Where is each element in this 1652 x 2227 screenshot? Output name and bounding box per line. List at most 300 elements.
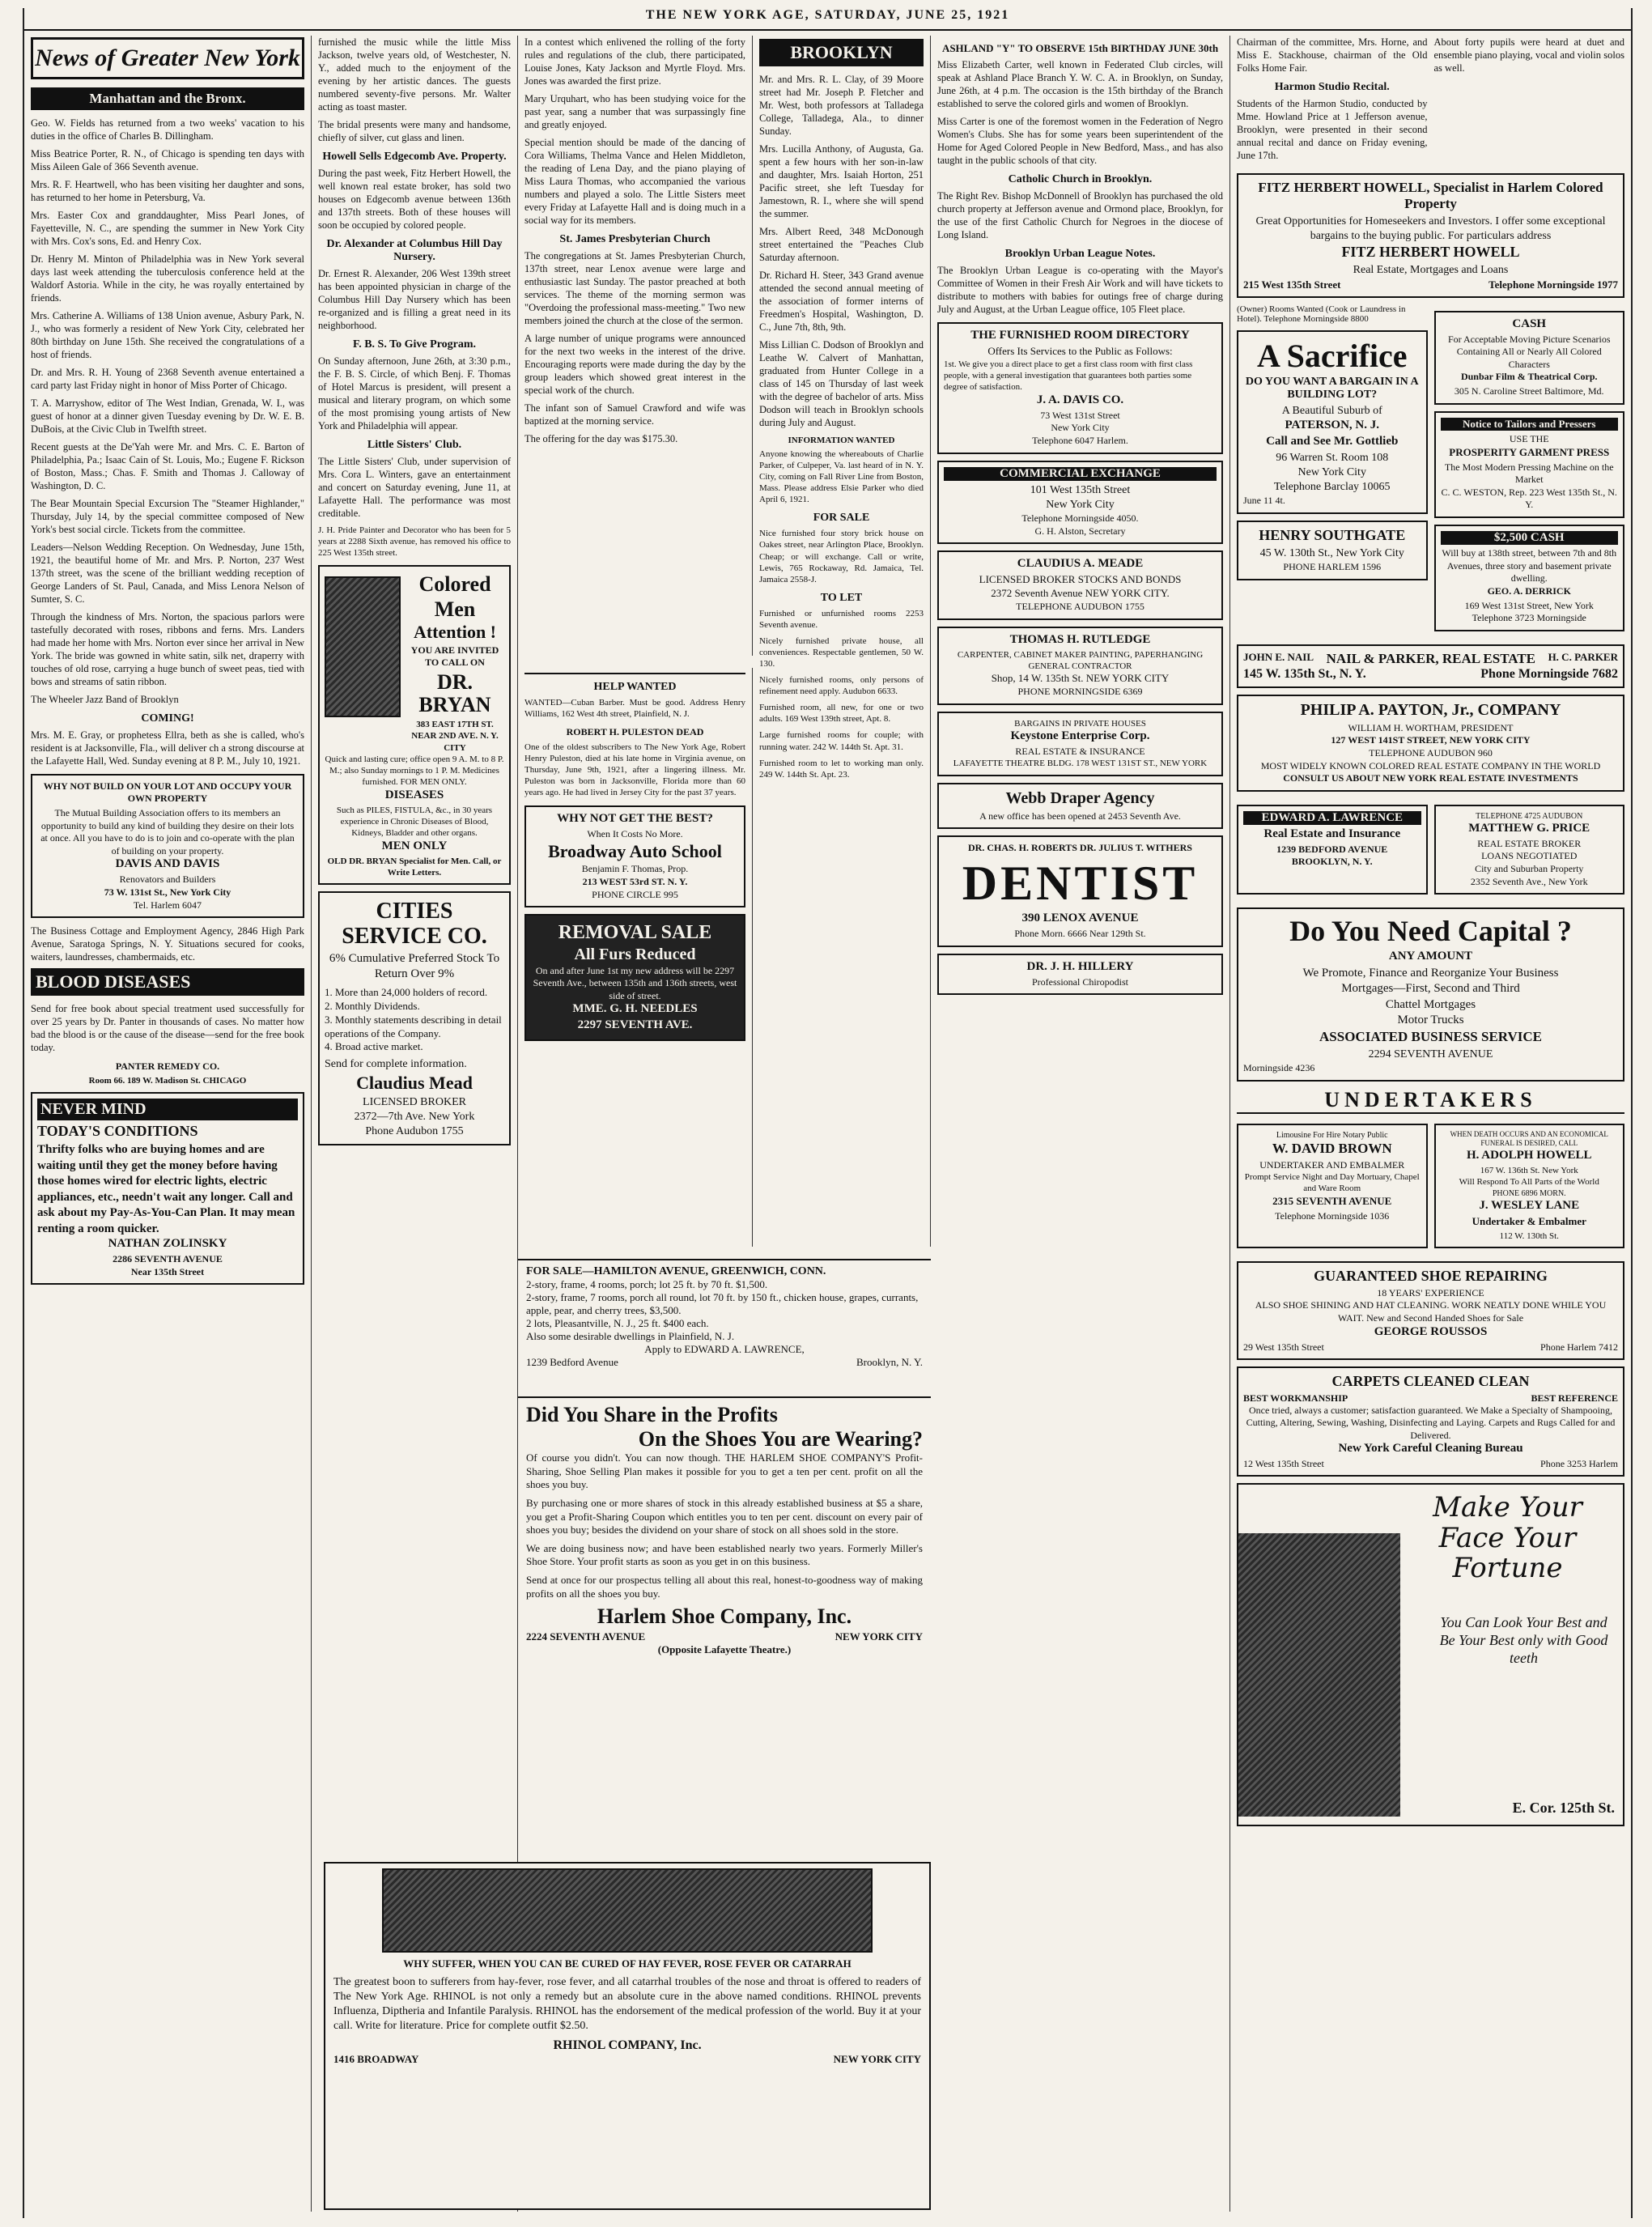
help-wanted-text: WANTED—Cuban Barber. Must be good. Address Henry Williams, 162 West 4th street, Plainfield, N. J. bbox=[524, 698, 745, 720]
ad-title: On the Shoes You are Wearing? bbox=[638, 1427, 923, 1451]
ad-name: GEO. A. DERRICK bbox=[1487, 584, 1571, 597]
ad-body: By purchasing one or more shares of stock in this already established business at $5 a share, you get a Profit-Sharing Coupon which entitles you to ten per cent. discount on every pair of shoes you buy; besides the dividend on your share of stock on all shoes sold in the store. bbox=[526, 1496, 923, 1536]
ad-sacrifice bbox=[1237, 330, 1428, 514]
ad-body: MOST WIDELY KNOWN COLORED REAL ESTATE COMPANY IN THE WORLD bbox=[1260, 759, 1601, 771]
ad-phone: Telephone Morningside 1036 bbox=[1275, 1209, 1390, 1222]
ad-city: NEW YORK CITY bbox=[834, 1630, 923, 1643]
ad-name: CLAUDIUS A. MEADE bbox=[1017, 557, 1144, 571]
ad-sub: Offers Its Services to the Public as Follows: bbox=[987, 345, 1173, 357]
ad-address: 2297 SEVENTH AVE. bbox=[577, 1018, 693, 1032]
ad-body: 1st. We give you a direct place to get a first class room with first class people, with a general investigation that guarantees both parties some degree of satisfaction. bbox=[944, 359, 1193, 393]
ad-address: 383 EAST 17TH ST. NEAR 2ND AVE. N. Y. CITY bbox=[411, 719, 499, 753]
ad-title: REMOVAL SALE bbox=[558, 922, 712, 944]
ad-script2: You Can Look Your Best and Be Your Best only with Good teeth bbox=[1439, 1614, 1608, 1666]
ad-name: DR. J. H. HILLERY bbox=[1026, 959, 1134, 973]
ad-city: BROOKLYN, N. Y. bbox=[1291, 856, 1373, 868]
ad-body: The Most Modern Pressing Machine on the Market bbox=[1444, 461, 1614, 486]
ad-script: Make Your Face Your Fortune bbox=[1433, 1491, 1582, 1585]
ad-role: Real Estate, Mortgages and Loans bbox=[1353, 264, 1509, 277]
ad-title: PHILIP A. PAYTON, Jr., COMPANY bbox=[1300, 700, 1561, 719]
ad-body: Mortgages—First, Second and Third bbox=[1341, 982, 1520, 996]
ad-title: CARPETS CLEANED CLEAN bbox=[1331, 1372, 1530, 1389]
ad-title: A Sacrifice bbox=[1257, 337, 1408, 374]
column-1 bbox=[24, 36, 312, 2212]
ad-head2: PHONE 6896 MORN. bbox=[1492, 1188, 1566, 1198]
ad-shoe-repairing bbox=[1237, 1261, 1624, 1360]
ad-name: Broadway Auto School bbox=[548, 841, 722, 862]
ad-capital bbox=[1237, 907, 1624, 1081]
ad-sub: USE THE bbox=[1509, 432, 1549, 444]
ad-body: We are doing business now; and have been established nearly two years. Formerly Miller's Shoe Store. Your profit starts as soon as you get in on this business. bbox=[526, 1541, 923, 1568]
ad-name: HENRY SOUTHGATE bbox=[1259, 526, 1406, 543]
ad-body: A new office has been opened at 2453 Seventh Ave. bbox=[979, 810, 1181, 822]
newspaper-page bbox=[23, 8, 1633, 2218]
ad-body: Prompt Service Night and Day Mortuary, Chapel and Ware Room bbox=[1244, 1172, 1420, 1194]
news-item: Mrs. R. F. Heartwell, who has been visiting her daughter and sons, has returned to her home in Petersburg, Va. bbox=[31, 179, 304, 203]
ad-body: Thrifty folks who are buying homes and are waiting until they get the money before having those homes wired for electric lights, electric appliances, etc., needn't wait any longer. Call and ask about my Pay-As-You-Can Plan. It may mean renting a room quicker. bbox=[37, 1143, 295, 1235]
ad-phone: TELEPHONE AUDUBON 960 bbox=[1369, 747, 1493, 759]
subhead: Dr. Alexander at Columbus Hill Day Nursery. bbox=[326, 238, 503, 263]
rent-item: Furnished room, all new, for one or two adults. 169 West 139th street, Apt. 8. bbox=[759, 703, 924, 725]
news-item: Miss Carter is one of the foremost women in the Federation of Negro Women's Clubs. She has for some years been superintendent of the Home for Aged Colored People in New Bedford, Mass., and has also taught in the public schools of that city. bbox=[937, 116, 1223, 166]
ad-title: Colored bbox=[418, 572, 491, 597]
ad-apply: Apply to EDWARD A. LAWRENCE, bbox=[644, 1343, 805, 1355]
ad-send: Send for complete information. bbox=[325, 1058, 467, 1071]
ad-address: 169 West 131st Street, New York bbox=[1464, 599, 1594, 611]
ad-phone: Phone Harlem 7412 bbox=[1540, 1341, 1618, 1353]
ad-name: RHINOL COMPANY, Inc. bbox=[553, 2038, 702, 2052]
help-wanted-title: HELP WANTED bbox=[593, 681, 677, 693]
ad-address: 1239 BEDFORD AVENUE bbox=[1276, 843, 1388, 855]
subhead: Little Sisters' Club. bbox=[367, 439, 462, 451]
to-let-title: TO LET bbox=[820, 591, 863, 604]
ad-cash-2500 bbox=[1434, 525, 1625, 631]
ad-address: 2294 SEVENTH AVENUE bbox=[1368, 1048, 1493, 1060]
ad-title: WHY NOT BUILD ON YOUR LOT AND OCCUPY YOUR OWN PROPERTY bbox=[43, 780, 292, 804]
rhinol-illustration bbox=[382, 1868, 873, 1953]
ad-title: Men bbox=[434, 597, 476, 621]
ad-name: NATHAN ZOLINSKY bbox=[108, 1237, 227, 1251]
ad-phone: PHONE CIRCLE 995 bbox=[592, 888, 678, 900]
ad-name: Keystone Enterprise Corp. bbox=[1010, 729, 1150, 742]
list-item: 2. Monthly Dividends. bbox=[325, 999, 420, 1012]
ad-city: New York City bbox=[1297, 465, 1366, 478]
news-item: Miss Lillian C. Dodson of Brooklyn and Leathe W. Calvert of Manhattan, graduated from Hunter College in a class of 145 on Thursday of last week with the degree of bachelor of arts. Miss Dodson will teach in Brooklyn schools during July and August. bbox=[759, 339, 924, 428]
ad-address: 145 W. 135th St., N. Y. bbox=[1243, 666, 1366, 681]
agency-text: The Business Cottage and Employment Agency, 2846 High Park Avenue, Saratoga Springs, N. Y. Situations secured for cooks, waiters, laundresses, chambermaids, etc. bbox=[31, 925, 304, 963]
news-item: A large number of unique programs were announced for the next two weeks in the interest of the drive. Encouraging reports were made during the day by the group leaders which showed great interest in the special work of the church. bbox=[524, 333, 745, 396]
ad-body: The Mutual Building Association offers to its members an opportunity to build any kind of building they desire on their lots at once. All you have to do is to join and co-operate with the plan of building on your property. bbox=[40, 807, 295, 856]
ad-matthew-price bbox=[1434, 805, 1625, 895]
news-item: During the past week, Fitz Herbert Howell, the well known real estate broker, has sold two houses on Edgecomb avenue between 136th and 137th streets. Both of these houses will soon be occupied by colored people. bbox=[318, 168, 511, 231]
ad-title: $2,500 CASH bbox=[1441, 531, 1619, 545]
blood-text: Send for free book about special treatment used successfully for over 25 years by Dr. Panter in thousands of cases. No matter how bad the blood is or the cause of the disease—send for the free book today. bbox=[31, 1003, 304, 1054]
ad-line: A Beautiful Suburb of bbox=[1281, 404, 1382, 417]
ad-phone: Telephone Morningside 4050. bbox=[1021, 512, 1139, 524]
ad-title: FOR SALE—HAMILTON AVENUE, GREENWICH, CONN. bbox=[526, 1265, 826, 1277]
ad-address: 167 W. 136th St. New York bbox=[1480, 1165, 1578, 1175]
ad-address: 45 W. 130th St., New York City bbox=[1259, 546, 1404, 559]
ad-head: Limousine For Hire Notary Public bbox=[1276, 1130, 1388, 1140]
news-item: Mr. and Mrs. R. L. Clay, of 39 Moore street had Mr. Joseph P. Fletcher and Mr. West, both professors at Talladega College, Talladega, Ala., to dinner Sunday. bbox=[759, 74, 924, 137]
ad-edward-lawrence bbox=[1237, 805, 1428, 895]
news-item: Miss Beatrice Porter, R. N., of Chicago is spending ten days with Miss Aileen Gale of 366 Seventh avenue. bbox=[31, 148, 304, 172]
ad-payton bbox=[1237, 695, 1624, 792]
ad-role: LICENSED BROKER STOCKS AND BONDS bbox=[979, 573, 1182, 586]
column-5 bbox=[931, 36, 1230, 2212]
undertakers-title: UNDERTAKERS bbox=[1237, 1088, 1624, 1114]
ad-sub: DO YOU WANT A BARGAIN IN A BUILDING LOT? bbox=[1245, 375, 1419, 401]
ad-left: BEST WORKMANSHIP bbox=[1243, 1392, 1348, 1404]
news-item: The Bear Mountain Special Excursion The "Steamer Highlander," Thursday, July 14, by the special committee composed of New York's best social circle. Tickets from the committee. bbox=[31, 498, 304, 535]
ad-hillery bbox=[937, 954, 1223, 996]
ad-address: 2224 SEVENTH AVENUE bbox=[526, 1630, 646, 1643]
ad-name2: J. WESLEY LANE bbox=[1479, 1198, 1580, 1212]
ad-owner: Benjamin F. Thomas, Prop. bbox=[581, 863, 689, 875]
ad-address: 1239 Bedford Avenue bbox=[526, 1356, 618, 1368]
ad-title: FITZ HERBERT HOWELL, Specialist in Harlem Colored Property bbox=[1258, 180, 1603, 211]
news-item: Mrs. Easter Cox and granddaughter, Miss Pearl Jones, of Fayetteville, N. C., are spending the summer in New York City with Mrs. Cox's sons, Ed. and Henry Cox. bbox=[31, 210, 304, 247]
news-item: Mrs. Catherine A. Williams of 138 Union avenue, Asbury Park, N. J., who was formerly a resident of New York City, celebrated her 80th birthday on June 15th. She received the congratulations of a host of friends. bbox=[31, 310, 304, 360]
news-item: Mary Urquhart, who has been studying voice for the past year, sang a number that was surpassingly fine and greatly enjoyed. bbox=[524, 93, 745, 130]
ad-phone: Telephone 3723 Morningside bbox=[1472, 612, 1586, 624]
ad-address: 96 Warren St. Room 108 bbox=[1276, 451, 1389, 464]
news-item: Mrs. Lucilla Anthony, of Augusta, Ga. spent a few hours with her son-in-law and daughter, Mrs. Isaiah Horton, 251 Pacific street, she left Tuesday for Jamestown, R. I., where she will spend the summer. bbox=[759, 143, 924, 219]
ad-phone: Phone Morn. 6666 Near 129th St. bbox=[1014, 927, 1146, 939]
ad-sub: When It Costs No More. bbox=[587, 827, 683, 839]
news-item: Through the kindness of Mrs. Norton, the spacious parlors were tastefully decorated with roses, ribbons and ferns. Mrs. Landers had made her home with Mrs. Norton ever since her arrival in New York. The bride was gowned in white satin, silk net, draperry with touches of old rose, carrying a huge bunch of sweet peas, tied with bows and streams of satin ribbon. bbox=[31, 611, 304, 687]
ad-adolph-howell bbox=[1434, 1124, 1625, 1248]
ad-title: COMMERCIAL EXCHANGE bbox=[944, 467, 1217, 481]
ad-sub: 6% Cumulative Preferred Stock To Return Over 9% bbox=[329, 951, 500, 981]
ad-men-only: MEN ONLY bbox=[381, 839, 448, 852]
ad-name: EDWARD A. LAWRENCE bbox=[1243, 811, 1421, 825]
notice-title: ROBERT H. PULESTON DEAD bbox=[566, 726, 704, 738]
news-item: On Sunday afternoon, June 26th, at 3:30 p.m., the F. B. S. Circle, of which Benj. F. Thomas of Hotel Marcus is president, will present a musical and literary program, on which some of the most promising young artists of New York and Philadelphia will appear. bbox=[318, 355, 511, 431]
ad-address: 390 LENOX AVENUE bbox=[1021, 911, 1139, 924]
ad-name: MME. G. H. NEEDLES bbox=[572, 1002, 698, 1016]
ad-name: PROSPERITY GARMENT PRESS bbox=[1449, 445, 1610, 458]
ad-name: JOHN E. NAIL bbox=[1243, 650, 1314, 663]
subhead: Catholic Church in Brooklyn. bbox=[1008, 173, 1153, 185]
ad-role: UNDERTAKER AND EMBALMER bbox=[1259, 1158, 1405, 1171]
for-sale-text: Nice furnished four story brick house on Oakes street, near Arlington Place, Brooklyn. Cheap; or will exchange. Call or write, Lewis, 765 Rockaway, Rd. Jamaica, Tel. Jamaica 2558-J. bbox=[759, 529, 924, 584]
ad-address: 2286 SEVENTH AVENUE bbox=[113, 1253, 223, 1265]
news-item: Dr. Richard H. Steer, 343 Grand avenue attended the second annual meeting of the association of former interns of Freedmen's Hospital, Washington, D. C., June 7th, 8th, 9th. bbox=[759, 270, 924, 333]
rent-item: Furnished or unfurnished rooms 2253 Seventh avenue. bbox=[759, 608, 924, 630]
ad-address: 215 West 135th Street bbox=[1243, 278, 1341, 291]
info-wanted-title: INFORMATION WANTED bbox=[788, 436, 895, 445]
ad-old: OLD DR. BRYAN Specialist for Men. Call, or Write Letters. bbox=[327, 856, 502, 878]
ad-body: Send at once for our prospectus telling all about this real, honest-to-goodness way of making profits on all the shoes you buy. bbox=[526, 1574, 923, 1600]
for-sale-title: FOR SALE bbox=[813, 512, 870, 525]
ad-mutual-building bbox=[31, 774, 304, 918]
ad-never-mind bbox=[31, 1092, 304, 1285]
coming-text: Mrs. M. E. Gray, or prophetess Ellra, beth as she is called, who's resident is at Jacksonville, Fla., will deliver ch a strong discourse at the Lafayette Hall, Wed. Sunday evening at 8 P. M., July 10, 1921. bbox=[31, 729, 304, 767]
news-item: The bridal presents were many and handsome, chiefly of silver, cut glass and linen. bbox=[318, 119, 511, 143]
ad-name: DR. BRYAN bbox=[418, 669, 491, 717]
ad-body: City and Suburban Property bbox=[1475, 863, 1584, 875]
news-item: Chairman of the committee, Mrs. Horne, and Miss E. Stackhouse, chairman of the Old Folks Home Fair. bbox=[1237, 36, 1428, 74]
ad-firm: Dunbar Film & Theatrical Corp. bbox=[1460, 371, 1598, 383]
ad-address: 2372 Seventh Avenue NEW YORK CITY. bbox=[991, 587, 1170, 600]
ad-opposite: (Opposite Lafayette Theatre.) bbox=[657, 1643, 792, 1655]
list-item: 1. More than 24,000 holders of record. bbox=[325, 985, 488, 998]
ad-near: Near 135th Street bbox=[130, 1265, 205, 1277]
ad-title: WHY NOT GET THE BEST? bbox=[557, 811, 713, 825]
ad-name: THOMAS H. RUTLEDGE bbox=[1009, 632, 1151, 646]
news-item: The offering for the day was $175.30. bbox=[524, 433, 678, 444]
ad-title: GUARANTEED SHOE REPAIRING bbox=[1314, 1267, 1548, 1284]
ad-phone: TELEPHONE AUDUBON 1755 bbox=[1016, 600, 1145, 612]
ad-title: THE FURNISHED ROOM DIRECTORY bbox=[970, 329, 1190, 342]
ad-address: 213 WEST 53rd ST. N. Y. bbox=[582, 875, 688, 887]
ad-phone: Telephone 6047 Harlem. bbox=[1032, 434, 1128, 446]
ad-body: Once tried, always a customer; satisfaction guaranteed. We Make a Specialty of Shampooing, Cutting, Altering, Sewing, Washing, Disinfecting and Laying. Carpets and Rugs Called for and Delivered. bbox=[1246, 1404, 1616, 1441]
ad-sub: Great Opportunities for Homeseekers and Investors. I offer some exceptional bargains to the buying public. For particulars address bbox=[1255, 215, 1606, 243]
ad-address: 101 West 135th Street bbox=[1030, 483, 1131, 496]
ad-address: 1416 BROADWAY bbox=[333, 2052, 419, 2065]
ad-address: 2372—7th Ave. New York bbox=[354, 1110, 475, 1123]
ad-line: Call and See Mr. Gottlieb bbox=[1266, 434, 1399, 448]
ad-title: Do You Need Capital ? bbox=[1289, 915, 1572, 948]
ad-body: ALSO SHOE SHINING AND HAT CLEANING. WORK NEATLY DONE WHILE YOU WAIT. New and Second Handed Shoes for Sale bbox=[1255, 1299, 1607, 1324]
rent-item: Nicely furnished rooms, only persons of refinement need apply. Audubon 6633. bbox=[759, 675, 924, 697]
news-item: The Brooklyn Urban League is co-operating with the Mayor's Committee of Women in their Fresh Air Work and will have tickets to distribute to mothers with babies for outings free of charge during July and August, at the Urban League office, 105 Fleet place. bbox=[937, 265, 1223, 315]
ad-address: Shop, 14 W. 135th St. NEW YORK CITY bbox=[991, 672, 1170, 685]
ad-body: On and after June 1st my new address will be 2297 Seventh Ave., between 135th and 136th streets, west side of street. bbox=[533, 964, 737, 1001]
ad-diseases-text: Such as PILES, FISTULA, &c., in 30 years experience in Chronic Diseases of Blood, Kidneys, Bladder and other organs. bbox=[336, 805, 493, 839]
news-item: About forty pupils were heard at duet and ensemble piano playing, vocal and violin solos as well. bbox=[1433, 36, 1624, 74]
ad-phone: TELEPHONE 4725 AUDUBON bbox=[1476, 811, 1583, 821]
ad-name: H. ADOLPH HOWELL bbox=[1466, 1148, 1592, 1162]
ad-rutledge bbox=[937, 627, 1223, 705]
ad-body: Quick and lasting cure; office open 9 A. M. to 8 P. M.; also Sunday mornings to 1 P. M. Medicines furnished. FOR MEN ONLY. bbox=[325, 754, 504, 788]
ad-manager: G. H. Alston, Secretary bbox=[1034, 525, 1126, 537]
ad-sub: 18 YEARS' EXPERIENCE bbox=[1377, 1286, 1484, 1298]
ad-name: DAVIS AND DAVIS bbox=[115, 857, 220, 871]
ad-subtitle: TODAY'S CONDITIONS bbox=[37, 1123, 198, 1140]
news-item: The congregations at St. James Presbyterian Church, 137th street, near Lenox avenue were large and enthusiastic last Sunday. The pastor preached at both services. The theme of the morning sermon was "Overdoing the professional mass-meeting." Two new members joined the church at the close of the sermon. bbox=[524, 250, 745, 326]
masthead: THE NEW YORK AGE, SATURDAY, JUNE 25, 1921 bbox=[24, 8, 1631, 31]
ad-head: WHEN DEATH OCCURS AND AN ECONOMICAL FUNERAL IS DESIRED, CALL bbox=[1450, 1129, 1608, 1148]
ad-henry-southgate bbox=[1237, 521, 1428, 580]
ad-phone: PHONE HARLEM 1596 bbox=[1283, 561, 1382, 573]
news-item: Dr. and Mrs. R. H. Young of 2368 Seventh avenue entertained a card party last Friday night in honor of Miss Porter of Chicago. bbox=[31, 367, 304, 391]
ad-claudius-meade bbox=[937, 550, 1223, 619]
ad-name: Webb Draper Agency bbox=[1005, 788, 1155, 807]
ad-phone: Telephone Morningside 1977 bbox=[1488, 278, 1618, 291]
ad-body: Will Respond To All Parts of the World bbox=[1459, 1177, 1599, 1188]
ad-tailors bbox=[1434, 411, 1625, 518]
ad-role2: Undertaker & Embalmer bbox=[1472, 1214, 1586, 1227]
blood-diseases-title: BLOOD DISEASES bbox=[31, 968, 304, 996]
ad-good-teeth bbox=[1237, 1483, 1624, 1826]
subhead: Howell Sells Edgecomb Ave. Property. bbox=[322, 151, 507, 163]
ad-city: NEW YORK CITY bbox=[833, 2052, 921, 2065]
ad-name: J. A. DAVIS CO. bbox=[1036, 393, 1124, 406]
column-4 bbox=[753, 36, 931, 1247]
subhead: Harmon Studio Recital. bbox=[1274, 81, 1390, 93]
ad-item: 2-story, frame, 4 rooms, porch; lot 25 ft. by 70 ft. $1,500. bbox=[526, 1278, 768, 1290]
ad-body: Of course you didn't. You can now though. THE HARLEM SHOE COMPANY'S Profit-Sharing, Shoe Selling Plan makes it possible for you to get a ten per cent. profit on all the shoes you buy. bbox=[526, 1451, 923, 1491]
news-item: Dr. Ernest R. Alexander, 206 West 139th street has been appointed physician in charge of the Columbus Hill Day Nursery which has been re-organized and is filling a great need in its neighborhood. bbox=[318, 268, 511, 331]
news-item: The Wheeler Jazz Band of Brooklyn bbox=[31, 694, 179, 705]
ad-item: 2-story, frame, 7 rooms, porch all round, lot 70 ft. by 150 ft., chicken house, grapes, currants, apple, pear, and cherry trees, $3,500. bbox=[526, 1291, 919, 1316]
section-title: News of Greater New York bbox=[31, 37, 304, 79]
ad-item: 2 lots, Pleasantville, N. J., 25 ft. $400 each. bbox=[526, 1317, 709, 1329]
ad-name: Harlem Shoe Company, Inc. bbox=[597, 1604, 852, 1629]
notice-text: One of the oldest subscribers to The New York Age, Robert Henry Puleston, died at his late home in Virginia avenue, on Thursday, June 9th, 1921, after a lingering illness. Mr. Puleston was born in Jacksonville, Florida more than 60 years ago. He had lived in Jersey City for the past 37 years. bbox=[524, 742, 745, 798]
ad-sub: All Furs Reduced bbox=[574, 945, 696, 963]
ad-dentist bbox=[937, 835, 1223, 946]
headline: ASHLAND "Y" TO OBSERVE 15th BIRTHDAY JUNE 30th bbox=[941, 42, 1219, 54]
rent-item: Large furnished rooms for couple; with running water. 242 W. 144th St. Apt. 31. bbox=[759, 730, 924, 752]
ad-partner: H. C. PARKER bbox=[1548, 650, 1618, 663]
ad-name: GEORGE ROUSSOS bbox=[1374, 1324, 1488, 1338]
ad-title: WHY SUFFER, WHEN YOU CAN BE CURED OF HAY FEVER, ROSE FEVER OR CATARRAH bbox=[403, 1957, 851, 1970]
ad-city: New York City bbox=[1046, 498, 1115, 511]
ad-date: June 11 4t. bbox=[1243, 495, 1285, 507]
coming-title: COMING! bbox=[141, 712, 194, 725]
news-item: Miss Elizabeth Carter, well known in Federated Club circles, will speak at Ashland Place Branch Y. W. C. A. in Brooklyn, on Sunday, June 26th, at 4 p.m. The occasion is the 15th birthday of the Branch established to serve the colored girls and women of Brooklyn. bbox=[937, 59, 1223, 109]
ad-phone: Tel. Harlem 6047 bbox=[133, 899, 202, 911]
ad-address: 73 W. 131st St., New York City bbox=[104, 886, 231, 898]
rooms-wanted-head: (Owner) Rooms Wanted (Cook or Laundress in Hotel). Telephone Morningside 8800 bbox=[1237, 304, 1406, 324]
subhead: F. B. S. To Give Program. bbox=[352, 338, 477, 351]
news-item: Recent guests at the De'Yah were Mr. and Mrs. C. E. Barton of Philadelphia, Pa.; Isaac Cain of St. Louis, Mo.; Eugene F. Rickson of Boston, Mass.; Chas. F. Smith and Thomas J. Calloway of Washington, D. C. bbox=[31, 441, 304, 491]
blood-address: Room 66. 189 W. Madison St. CHICAGO bbox=[88, 1076, 247, 1086]
ad-name: MATTHEW G. PRICE bbox=[1468, 821, 1590, 835]
ad-body: Will buy at 138th street, between 7th and 8th Avenues, three story and basement private dwelling. bbox=[1442, 546, 1617, 584]
news-item: Leaders—Nelson Wedding Reception. On Wednesday, June 15th, 1921, the beautiful home of Mr. and Mrs. P. Norton, 237 West 137th street, was the scene of the brilliant wedding reception of George Landers of St. Paul, Canada, and Miss Lenora Nelson of Sumter, S. C. bbox=[31, 542, 304, 605]
ad-title: Attention ! bbox=[413, 622, 497, 643]
ad-carpets-cleaned bbox=[1237, 1366, 1624, 1477]
ad-line: PATERSON, N. J. bbox=[1285, 418, 1380, 431]
news-item: In a contest which enlivened the rolling of the forty rules and regulations of the club, there participated, Louise Jones, Katy Jackson and Myrtle Floyd. Mrs. Jones was awarded the first prize. bbox=[524, 36, 745, 87]
ad-address: 305 N. Caroline Street Baltimore, Md. bbox=[1454, 385, 1604, 397]
ad-name: ASSOCIATED BUSINESS SERVICE bbox=[1319, 1028, 1542, 1044]
ad-city: Brooklyn, N. Y. bbox=[856, 1356, 923, 1368]
ad-harlem-shoe bbox=[518, 1396, 931, 1781]
ad-role: LICENSED BROKER bbox=[363, 1095, 466, 1108]
ad-body: We Promote, Finance and Reorganize Your Business bbox=[1302, 966, 1559, 980]
ad-name: FITZ HERBERT HOWELL bbox=[1341, 244, 1520, 261]
ad-phone: Phone 3253 Harlem bbox=[1540, 1458, 1618, 1470]
ad-role: REAL ESTATE BROKER bbox=[1477, 837, 1582, 849]
ad-title: NAIL & PARKER, REAL ESTATE bbox=[1326, 650, 1535, 666]
list-item: 3. Monthly statements describing in detail operations of the Company. bbox=[325, 1013, 502, 1039]
ad-address: 2315 SEVENTH AVENUE bbox=[1272, 1194, 1392, 1207]
ad-sub: LOANS NEGOTIATED bbox=[1481, 850, 1578, 862]
ad-dr-bryan bbox=[318, 565, 511, 885]
news-item: Students of the Harmon Studio, conducted by Mme. Howland Price at 1 Jefferson avenue, Brooklyn, were presented in their second annual recital and dance on Friday evening, June 17th. bbox=[1237, 98, 1428, 161]
ad-broadway-auto bbox=[524, 805, 745, 908]
news-item: The Little Sisters' Club, under supervision of Mrs. Cora L. Winters, gave an entertainment and concert on Saturday evening, June 11, at Lafayette Hall. The performance was most creditable. bbox=[318, 456, 511, 519]
ad-name: W. DAVID BROWN bbox=[1272, 1140, 1392, 1156]
ad-title: CITIES SERVICE CO. bbox=[342, 899, 487, 950]
divider bbox=[524, 673, 745, 674]
brooklyn-title: BROOKLYN bbox=[759, 39, 924, 66]
ad-body: The greatest boon to sufferers from hay-fever, rose fever, and all catarrhal troubles of the nose and throat is offered to readers of The New York Age. RHINOL is not only a remedy but an absolute cure in the above named conditions. RHINOL prevents Influenza, Diptheria and Infantile Paralysis. RHINOL has the endorsement of the medical profession of the world. Buy it at your call. Write for literature. Price for complete outfit $2.50. bbox=[333, 1976, 921, 2032]
ad-invite: YOU ARE INVITED TO CALL ON bbox=[410, 644, 499, 669]
news-item: Mrs. Albert Reed, 348 McDonough street entertained the "Peaches Club Saturday afternoon. bbox=[759, 226, 924, 263]
woman-illustration bbox=[1238, 1533, 1400, 1817]
ad-body: For Acceptable Moving Picture Scenarios Containing All or Nearly All Colored Characters bbox=[1447, 333, 1611, 370]
blood-firm: PANTER REMEDY CO. bbox=[115, 1060, 220, 1073]
ad-phone: PHONE MORNINGSIDE 6369 bbox=[1017, 685, 1143, 697]
info-wanted-text: Anyone knowing the whereabouts of Charlie Parker, of Culpeper, Va. last heard of in N. Y. City, coming on Fall River Line from Boston, Mass. Please address Elsie Parker who died April 6, 1921. bbox=[759, 449, 924, 505]
rent-item: Furnished room to let to working man only. 249 W. 144th St. Apt. 23. bbox=[759, 758, 924, 780]
ad-rhinol bbox=[324, 1862, 931, 2210]
ad-phone: Telephone Barclay 10065 bbox=[1273, 481, 1391, 494]
ad-item: Also some desirable dwellings in Plainfield, N. J. bbox=[526, 1330, 735, 1342]
ad-footer: CONSULT US ABOUT NEW YORK REAL ESTATE INVESTMENTS bbox=[1283, 772, 1578, 784]
ad-address: LAFAYETTE THEATRE BLDG. 178 WEST 131ST ST., NEW YORK bbox=[953, 759, 1208, 769]
ad-webb-draper bbox=[937, 783, 1223, 830]
ad-role: CARPENTER, CABINET MAKER PAINTING, PAPERHANGING GENERAL CONTRACTOR bbox=[957, 649, 1204, 671]
ad-name: Claudius Mead bbox=[356, 1073, 473, 1094]
subsection-title: Manhattan and the Bronx. bbox=[31, 87, 304, 110]
ad-role: Real Estate and Insurance bbox=[1263, 827, 1401, 840]
ad-cash-scenarios bbox=[1434, 311, 1625, 405]
news-item: Special mention should be made of the dancing of Cora Williams, Thelma Vance and Helen Middleton, the reading of Lena Day, and the piano playing of Miss Laura Thomas, who accompanied the various numbers and played a solo. The Little Sisters meet every Friday at Lafayette Hall and is doing much in a social way for its members. bbox=[524, 137, 745, 226]
news-item: furnished the music while the little Miss Jackson, twelve years old, of Westchester, N. Y., added much to the enjoyment of the evening by her artistic dances. The guests numbered seventy-five persons. Mr. Walter acting as toast master. bbox=[318, 36, 511, 113]
subhead: Brooklyn Urban League Notes. bbox=[1004, 248, 1156, 260]
ad-address2: 112 W. 130th St. bbox=[1499, 1230, 1559, 1241]
doctor-illustration bbox=[325, 576, 401, 717]
column-3-classifieds bbox=[518, 668, 753, 1247]
ad-title: Notice to Tailors and Pressers bbox=[1441, 418, 1619, 431]
news-item: The Right Rev. Bishop McDonnell of Brooklyn has purchased the old church property at Jefferson avenue and Ormond place, Brooklyn, for the use of the first Catholic Church for Negroes in the diocese of Long Island. bbox=[937, 190, 1223, 240]
ad-sub: WILLIAM H. WORTHAM, PRESIDENT bbox=[1348, 721, 1514, 733]
rent-item: Nicely furnished private house, all conveniences. Respectable gentlemen, 50 W. 130. bbox=[759, 635, 924, 669]
ad-body: Chattel Mortgages bbox=[1385, 997, 1476, 1011]
column-6 bbox=[1230, 36, 1631, 2212]
ad-diseases: DISEASES bbox=[384, 788, 444, 801]
ad-phone: Phone Morningside 7682 bbox=[1480, 666, 1618, 681]
ad-title: CASH bbox=[1512, 317, 1547, 330]
ad-cities-service bbox=[318, 891, 511, 1145]
ad-address: 127 WEST 141ST STREET, NEW YORK CITY bbox=[1331, 734, 1531, 746]
ad-names: DR. CHAS. H. ROBERTS DR. JULIUS T. WITHERS bbox=[968, 842, 1192, 854]
ad-body: Motor Trucks bbox=[1397, 1014, 1464, 1027]
ad-address: C. C. WESTON, Rep. 223 West 135th St., N. Y. bbox=[1441, 486, 1617, 511]
subhead: St. James Presbyterian Church bbox=[559, 233, 711, 245]
news-item: Geo. W. Fields has returned from a two weeks' vacation to his duties in the office of Charles B. Dillingham. bbox=[31, 117, 304, 142]
ad-phone: Morningside 4236 bbox=[1243, 1062, 1315, 1073]
ad-w-david-brown bbox=[1237, 1124, 1428, 1248]
ad-fitz-herbert-howell bbox=[1237, 173, 1624, 298]
list-item: 4. Broad active market. bbox=[325, 1040, 423, 1053]
ad-name: New York Careful Cleaning Bureau bbox=[1338, 1442, 1523, 1456]
ad-role: REAL ESTATE & INSURANCE bbox=[1015, 745, 1145, 757]
ad-commercial-exchange bbox=[937, 461, 1223, 545]
ad-right: BEST REFERENCE bbox=[1531, 1392, 1618, 1404]
ad-hamilton-avenue bbox=[518, 1259, 931, 1392]
news-item: The infant son of Samuel Crawford and wife was baptized at the morning service. bbox=[524, 402, 745, 427]
ad-address: 29 West 135th Street bbox=[1243, 1341, 1324, 1353]
ad-furnished-room bbox=[937, 322, 1223, 454]
ad-keystone bbox=[937, 712, 1223, 776]
ad-address: 2352 Seventh Ave., New York bbox=[1470, 875, 1588, 887]
news-item: Dr. Henry M. Minton of Philadelphia was in New York several days last week attending the tuberculosis conference held at the Waldorf Astoria. While in the city, he was royally entertained by friends. bbox=[31, 253, 304, 304]
ad-address: 12 West 135th Street bbox=[1243, 1458, 1324, 1470]
ad-head: BARGAINS IN PRIVATE HOUSES bbox=[1014, 718, 1146, 729]
ad-role: Professional Chiropodist bbox=[1032, 975, 1128, 988]
ad-nail-parker bbox=[1237, 644, 1624, 688]
column-3 bbox=[518, 36, 753, 656]
